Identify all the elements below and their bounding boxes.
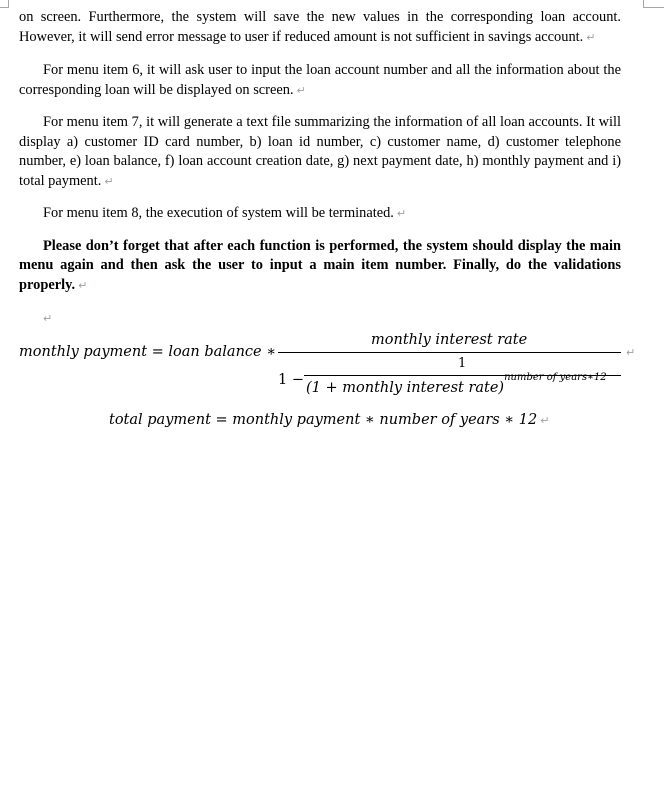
paragraph-mark: ↵ bbox=[626, 346, 636, 359]
inner-denominator: (1 + monthly interest rate)$^{number of years∗12}$ bbox=[306, 372, 607, 396]
paragraph-mark: ↵ bbox=[296, 83, 306, 97]
equation-lhs: monthly payment = loan balance ∗ bbox=[19, 344, 277, 360]
crop-mark-right bbox=[643, 0, 664, 8]
paragraph-mark: ↵ bbox=[396, 207, 407, 220]
fraction-numerator: monthly interest rate bbox=[371, 332, 528, 348]
paragraph-menu-item-7: For menu item 7, it will generate a text file summarizing the information of all loan accounts. It will display a) customer ID card number, b) loan id number, c) customer name, d) customer telephone number, e) loan balance, f) loan account creation date, g) next payment date, h) monthly payment and i) total payment. ↵ bbox=[19, 114, 621, 189]
total-payment-equation: total payment = monthly payment ∗ number of years ∗ 12 ↵ bbox=[109, 412, 550, 428]
one-minus: 1 − bbox=[278, 372, 304, 388]
crop-mark-left bbox=[0, 0, 9, 8]
paragraph-validation-note: Please don’t forget that after each function is performed, the system should display the main menu again and then ask the user to input a main item number. Finally, do the validations properly. ↵ bbox=[19, 237, 621, 293]
paragraph-mark: ↵ bbox=[104, 174, 114, 188]
paragraph-mark: ↵ bbox=[78, 278, 88, 292]
paragraph-mark: ↵ bbox=[586, 30, 596, 44]
paragraph-mark: ↵ bbox=[540, 414, 550, 427]
paragraph-menu-item-8: For menu item 8, the execution of system will be terminated. ↵ bbox=[43, 205, 407, 221]
paragraph-mark: ↵ bbox=[43, 312, 53, 325]
inner-numerator: 1 bbox=[458, 356, 467, 371]
document-page bbox=[19, 8, 621, 329]
fraction-bar bbox=[278, 352, 621, 353]
empty-paragraph bbox=[19, 309, 621, 329]
paragraph-0: on screen. Furthermore, the system will save the new values in the corresponding loan account. However, it will send error message to user if reduced amount is not sufficient in savings account. ↵ bbox=[19, 9, 621, 45]
exponent: number of years∗12 bbox=[504, 372, 607, 383]
paragraph-menu-item-6: For menu item 6, it will ask user to input the loan account number and all the information about the corresponding loan will be displayed on screen. ↵ bbox=[19, 62, 621, 98]
